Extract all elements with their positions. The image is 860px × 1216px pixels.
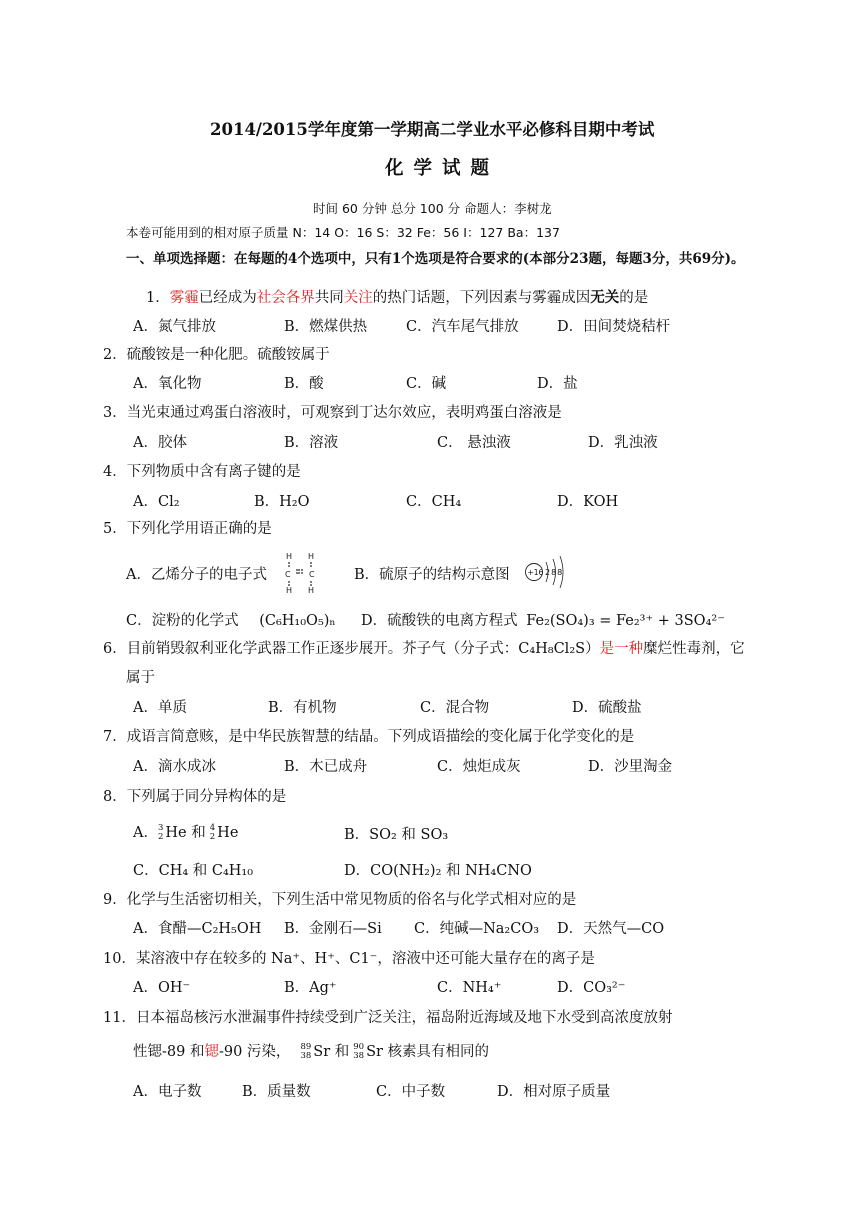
svg-text:C: C — [309, 570, 315, 579]
q7-option-d[interactable]: D．沙里淘金 — [588, 759, 673, 775]
section-heading: 一、单项选择题：在每题的4个选项中，只有1个选项是符合要求的(本部分23题，每题3分，共69分)。 — [126, 251, 745, 267]
question-1-stem — [146, 289, 648, 307]
q2-option-c[interactable]: C．碱 — [406, 376, 447, 392]
q1-keyword-attention: 关注 — [343, 290, 373, 306]
q1-text: 已经成为 — [198, 290, 257, 306]
q3-option-b[interactable]: B．溶液 — [284, 435, 339, 451]
q7-option-c[interactable]: C．烛炬成灰 — [437, 759, 521, 775]
question-4-stem: 4．下列物质中含有离子键的是 — [103, 464, 301, 480]
question-5-stem: 5．下列化学用语正确的是 — [103, 521, 272, 537]
q5-option-d-formula: Fe₂(SO₄)₃ = Fe₂³⁺ + 3SO₄²⁻ — [526, 613, 725, 629]
q1-option-b[interactable]: B．燃煤供热 — [284, 319, 368, 335]
q10-option-a[interactable]: A．OH⁻ — [133, 980, 191, 996]
q7-option-b[interactable]: B．木已成舟 — [284, 759, 368, 775]
nucleus-charge: +16 — [527, 568, 544, 577]
q9-option-d[interactable]: D．天然气—CO — [557, 921, 665, 937]
exam-meta: 时间 60 分钟 总分 100 分 命题人：李树龙 — [313, 201, 552, 216]
q5-option-b-label: B．硫原子的结构示意图 — [354, 567, 510, 583]
q11-option-a[interactable]: A．电子数 — [133, 1084, 202, 1100]
q5-option-c[interactable] — [126, 612, 336, 630]
q1-option-a[interactable]: A．氮气排放 — [133, 319, 216, 335]
question-6-stem — [103, 640, 745, 658]
svg-text:H: H — [286, 586, 293, 595]
q6-text: 6．目前销毁叙利亚化学武器工作正逐步展开。芥子气（分子式：C₄H₈Cl₂S） — [103, 641, 600, 657]
q8-option-b[interactable]: B．SO₂ 和 SO₃ — [344, 827, 449, 843]
q5-option-a[interactable] — [126, 566, 267, 584]
q1-text: 的热门话题，下列因素与雾霾成因 — [372, 290, 591, 306]
question-10-stem: 10．某溶液中存在较多的 Na⁺、H⁺、C1⁻，溶液中还可能大量存在的离子是 — [103, 951, 595, 967]
q6-red-text: 是一种 — [599, 641, 644, 657]
q5-option-b[interactable] — [354, 566, 510, 584]
atomic-masses: 本卷可能用到的相对原子质量 N：14 O：16 S：32 Fe：56 I：127 Ba：137 — [126, 225, 560, 240]
svg-text:H: H — [308, 552, 315, 561]
q1-keyword-society: 社会各界 — [256, 290, 315, 306]
q11-option-c[interactable]: C．中子数 — [376, 1084, 446, 1100]
question-6-stem-cont: 属于 — [126, 670, 155, 686]
q1-option-d[interactable]: D．田间焚烧秸杆 — [557, 319, 671, 335]
q3-option-a[interactable]: A．胶体 — [133, 435, 187, 451]
question-11-stem-cont — [133, 1043, 489, 1061]
q3-option-c[interactable]: C． 悬浊液 — [437, 435, 511, 451]
exam-title: 2014/2015学年度第一学期高二学业水平必修科目期中考试 — [210, 120, 655, 139]
q7-option-a[interactable]: A．滴水成冰 — [133, 759, 216, 775]
q1-text: 的是 — [619, 290, 649, 306]
q4-option-b[interactable]: B．H₂O — [254, 494, 310, 510]
q11-text: -90 污染， — [218, 1044, 291, 1060]
q2-option-d[interactable]: D．盐 — [537, 376, 578, 392]
question-3-stem: 3．当光束通过鸡蛋白溶液时，可观察到丁达尔效应，表明鸡蛋白溶液是 — [103, 405, 562, 421]
q1-text: 共同 — [314, 290, 344, 306]
he3-isotope-notation: 3 2 — [157, 823, 164, 842]
q8-option-d[interactable]: D．CO(NH₂)₂ 和 NH₄CNO — [344, 863, 532, 879]
q4-option-d[interactable]: D．KOH — [557, 494, 619, 510]
q6-option-d[interactable]: D．硫酸盐 — [572, 700, 642, 716]
q10-option-c[interactable]: C．NH₄⁺ — [437, 980, 502, 996]
q8-option-a-mid: He 和 — [165, 825, 206, 841]
q3-option-d[interactable]: D．乳浊液 — [588, 435, 658, 451]
q6-option-c[interactable]: C．混合物 — [420, 700, 490, 716]
question-11-stem: 11．日本福岛核污水泄漏事件持续受到广泛关注，福岛附近海域及地下水受到高浓度放射 — [103, 1010, 673, 1026]
q11-red-char: 锶 — [204, 1044, 219, 1060]
q11-text: Sr 和 — [313, 1044, 350, 1060]
sr90-isotope-notation: 90 38 — [353, 1042, 365, 1061]
q5-option-a-label: A．乙烯分子的电子式 — [126, 567, 267, 583]
q9-option-a[interactable]: A．食醋—C₂H₅OH — [133, 921, 262, 937]
q11-option-b[interactable]: B．质量数 — [242, 1084, 311, 1100]
q5-option-d-label: D．硫酸铁的电离方程式 — [361, 613, 518, 629]
q6-option-a[interactable]: A．单质 — [133, 700, 187, 716]
svg-text:H: H — [308, 586, 315, 595]
q8-option-c[interactable]: C．CH₄ 和 C₄H₁₀ — [133, 863, 254, 879]
sr89-isotope-notation: 89 38 — [300, 1042, 312, 1061]
q8-option-a-end: He — [217, 825, 239, 841]
q4-option-c[interactable]: C．CH₄ — [406, 494, 462, 510]
q9-option-c[interactable]: C．纯碱—Na₂CO₃ — [414, 921, 540, 937]
q1-keyword-unrelated: 无关 — [590, 289, 620, 306]
exam-subtitle: 化学试题 — [385, 158, 500, 179]
q6-text: 糜烂性毒剂，它 — [643, 641, 745, 657]
question-2-stem: 2．硫酸铵是一种化肥。硫酸铵属于 — [103, 347, 330, 363]
sulfur-atom-structure-diagram — [524, 552, 574, 592]
q8-option-a-label: A． — [133, 825, 158, 841]
q8-option-a[interactable] — [133, 824, 238, 842]
q11-text: Sr 核素具有相同的 — [366, 1044, 490, 1060]
q6-option-b[interactable]: B．有机物 — [268, 700, 337, 716]
q11-text: 性锶-89 和 — [133, 1044, 205, 1060]
q2-option-a[interactable]: A．氧化物 — [133, 376, 202, 392]
q1-option-c[interactable]: C．汽车尾气排放 — [406, 319, 519, 335]
electron-shells: 288 — [545, 568, 564, 577]
svg-text:H: H — [286, 552, 293, 561]
q1-keyword-haze: 雾霾 — [169, 290, 199, 306]
q4-option-a[interactable]: A．Cl₂ — [133, 494, 180, 510]
q10-option-b[interactable]: B．Ag⁺ — [284, 980, 337, 996]
q2-option-b[interactable]: B．酸 — [284, 376, 324, 392]
q5-option-d[interactable] — [361, 612, 725, 630]
svg-text:C: C — [285, 570, 291, 579]
q5-option-c-label: C．淀粉的化学式 — [126, 613, 239, 629]
q11-option-d[interactable]: D．相对原子质量 — [497, 1084, 611, 1100]
question-9-stem: 9．化学与生活密切相关，下列生活中常见物质的俗名与化学式相对应的是 — [103, 892, 577, 908]
q5-option-c-formula: (C₆H₁₀O₅)ₙ — [259, 613, 336, 629]
question-8-stem: 8．下列属于同分异构体的是 — [103, 789, 287, 805]
q1-number: 1． — [146, 290, 170, 306]
q10-option-d[interactable]: D．CO₃²⁻ — [557, 980, 626, 996]
ethylene-electron-formula-image — [278, 551, 328, 595]
question-7-stem: 7．成语言简意赅，是中华民族智慧的结晶。下列成语描绘的变化属于化学变化的是 — [103, 729, 635, 745]
q9-option-b[interactable]: B．金刚石—Si — [284, 921, 382, 937]
he4-isotope-notation: 4 2 — [209, 823, 216, 842]
